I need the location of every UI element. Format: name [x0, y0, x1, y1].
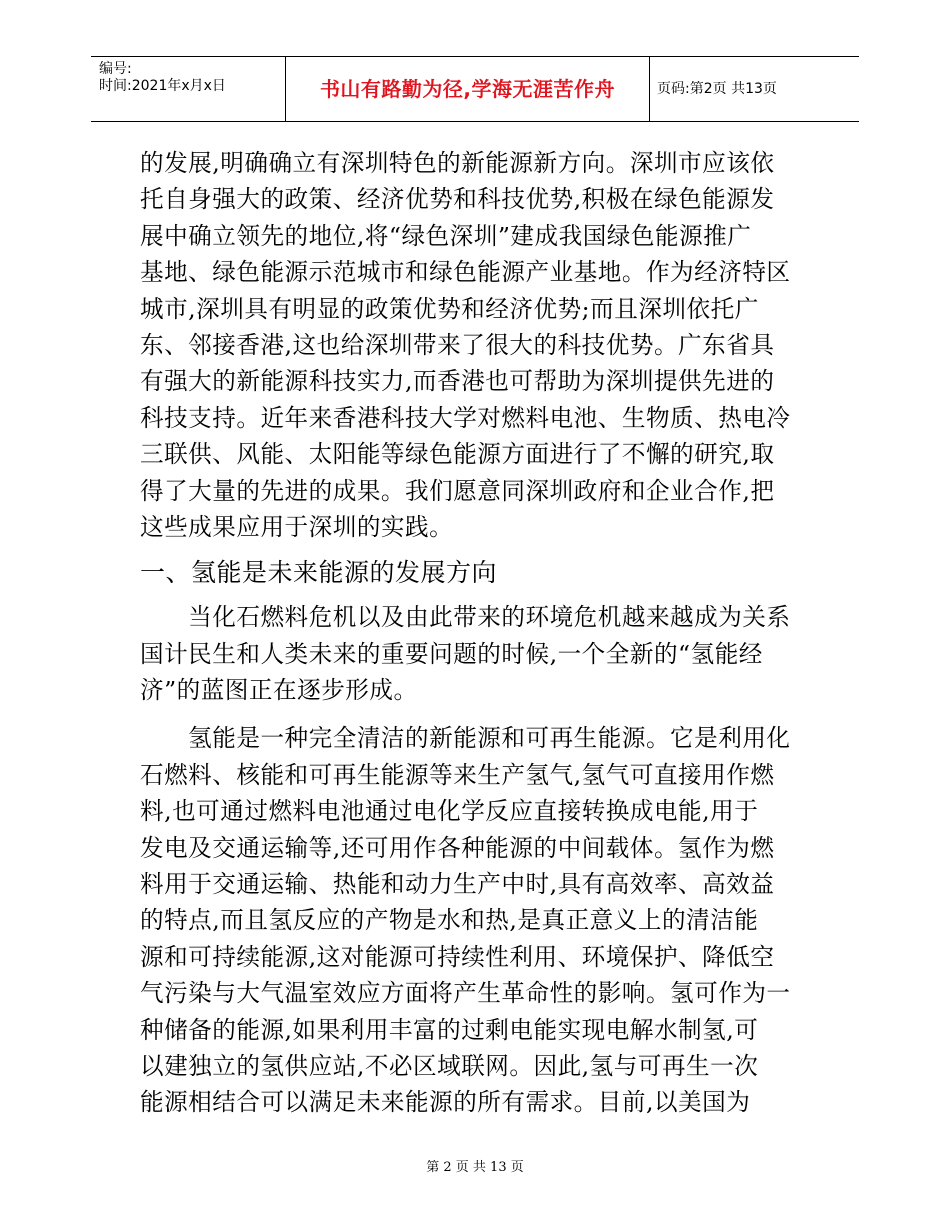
text-line: 发电及交通运输等,还可用作各种能源的中间载体。氢作为燃 [140, 833, 775, 862]
header-motto: 书山有路勤为径,学海无涯苦作舟 [319, 77, 616, 101]
document-number-label: 编号: [99, 61, 132, 77]
text-line: 当化石燃料危机以及由此带来的环境危机越来越成为关系 [140, 603, 791, 632]
text-line: 城市,深圳具有明显的政策优势和经济优势;而且深圳依托广 [140, 294, 759, 323]
text-line: 氢能是一种完全清洁的新能源和可再生能源。它是利用化 [140, 724, 791, 753]
text-line: 展中确立领先的地位,将“绿色深圳”建成我国绿色能源推广 [140, 221, 752, 250]
text-line: 三联供、风能、太阳能等绿色能源方面进行了不懈的研究,取 [140, 440, 775, 469]
text-line: 科技支持。近年来香港科技大学对燃料电池、生物质、热电冷 [140, 403, 791, 432]
text-line: 料,也可通过燃料电池通过电化学反应直接转换成电能,用于 [140, 797, 759, 826]
text-line: 国计民生和人类未来的重要问题的时候,一个全新的“氢能经 [140, 639, 763, 668]
document-body [140, 145, 820, 1121]
text-line: 石燃料、核能和可再生能源等来生产氢气,氢气可直接用作燃 [140, 760, 775, 789]
text-line: 有强大的新能源科技实力,而香港也可帮助为深圳提供先进的 [140, 367, 775, 396]
paragraph-hydrogen-economy [140, 599, 820, 708]
text-line: 这些成果应用于深圳的实践。 [140, 512, 454, 541]
text-line: 料用于交通运输、热能和动力生产中时,具有高效率、高效益 [140, 870, 775, 899]
text-line: 源和可持续能源,这对能源可持续性利用、环境保护、降低空 [140, 942, 775, 971]
text-line: 种储备的能源,如果利用丰富的过剩电能实现电解水制氢,可 [140, 1015, 759, 1044]
paragraph-intro [140, 145, 820, 545]
text-line: 托自身强大的政策、经济优势和科技优势,积极在绿色能源发 [140, 185, 775, 214]
header-meta [99, 61, 289, 95]
document-header [91, 56, 859, 122]
text-line: 以建独立的氢供应站,不必区域联网。因此,氢与可再生一次 [140, 1051, 759, 1080]
text-line: 基地、绿色能源示范城市和绿色能源产业基地。作为经济特区 [140, 258, 791, 287]
text-line: 气污染与大气温室效应方面将产生革命性的影响。氢可作为一 [140, 979, 791, 1008]
text-line: 济”的蓝图正在逐步形成。 [140, 676, 418, 705]
page-footer: 第 2 页 共 13 页 [426, 1160, 524, 1175]
text-line: 能源相结合可以满足未来能源的所有需求。目前,以美国为 [140, 1088, 751, 1117]
text-line: 的特点,而且氢反应的产物是水和热,是真正意义上的清洁能 [140, 906, 759, 935]
section-heading: 一、氢能是未来能源的发展方向 [140, 558, 498, 588]
document-time: 时间:2021年x月x日 [99, 78, 226, 94]
header-divider [649, 57, 650, 121]
text-line: 东、邻接香港,这也给深圳带来了很大的科技优势。广东省具 [140, 330, 775, 359]
text-line: 得了大量的先进的成果。我们愿意同深圳政府和企业合作,把 [140, 476, 775, 505]
header-page-info: 页码:第2页 共13页 [657, 81, 777, 97]
paragraph-hydrogen-energy [140, 720, 820, 1120]
text-line: 的发展,明确确立有深圳特色的新能源新方向。深圳市应该依 [140, 149, 775, 177]
